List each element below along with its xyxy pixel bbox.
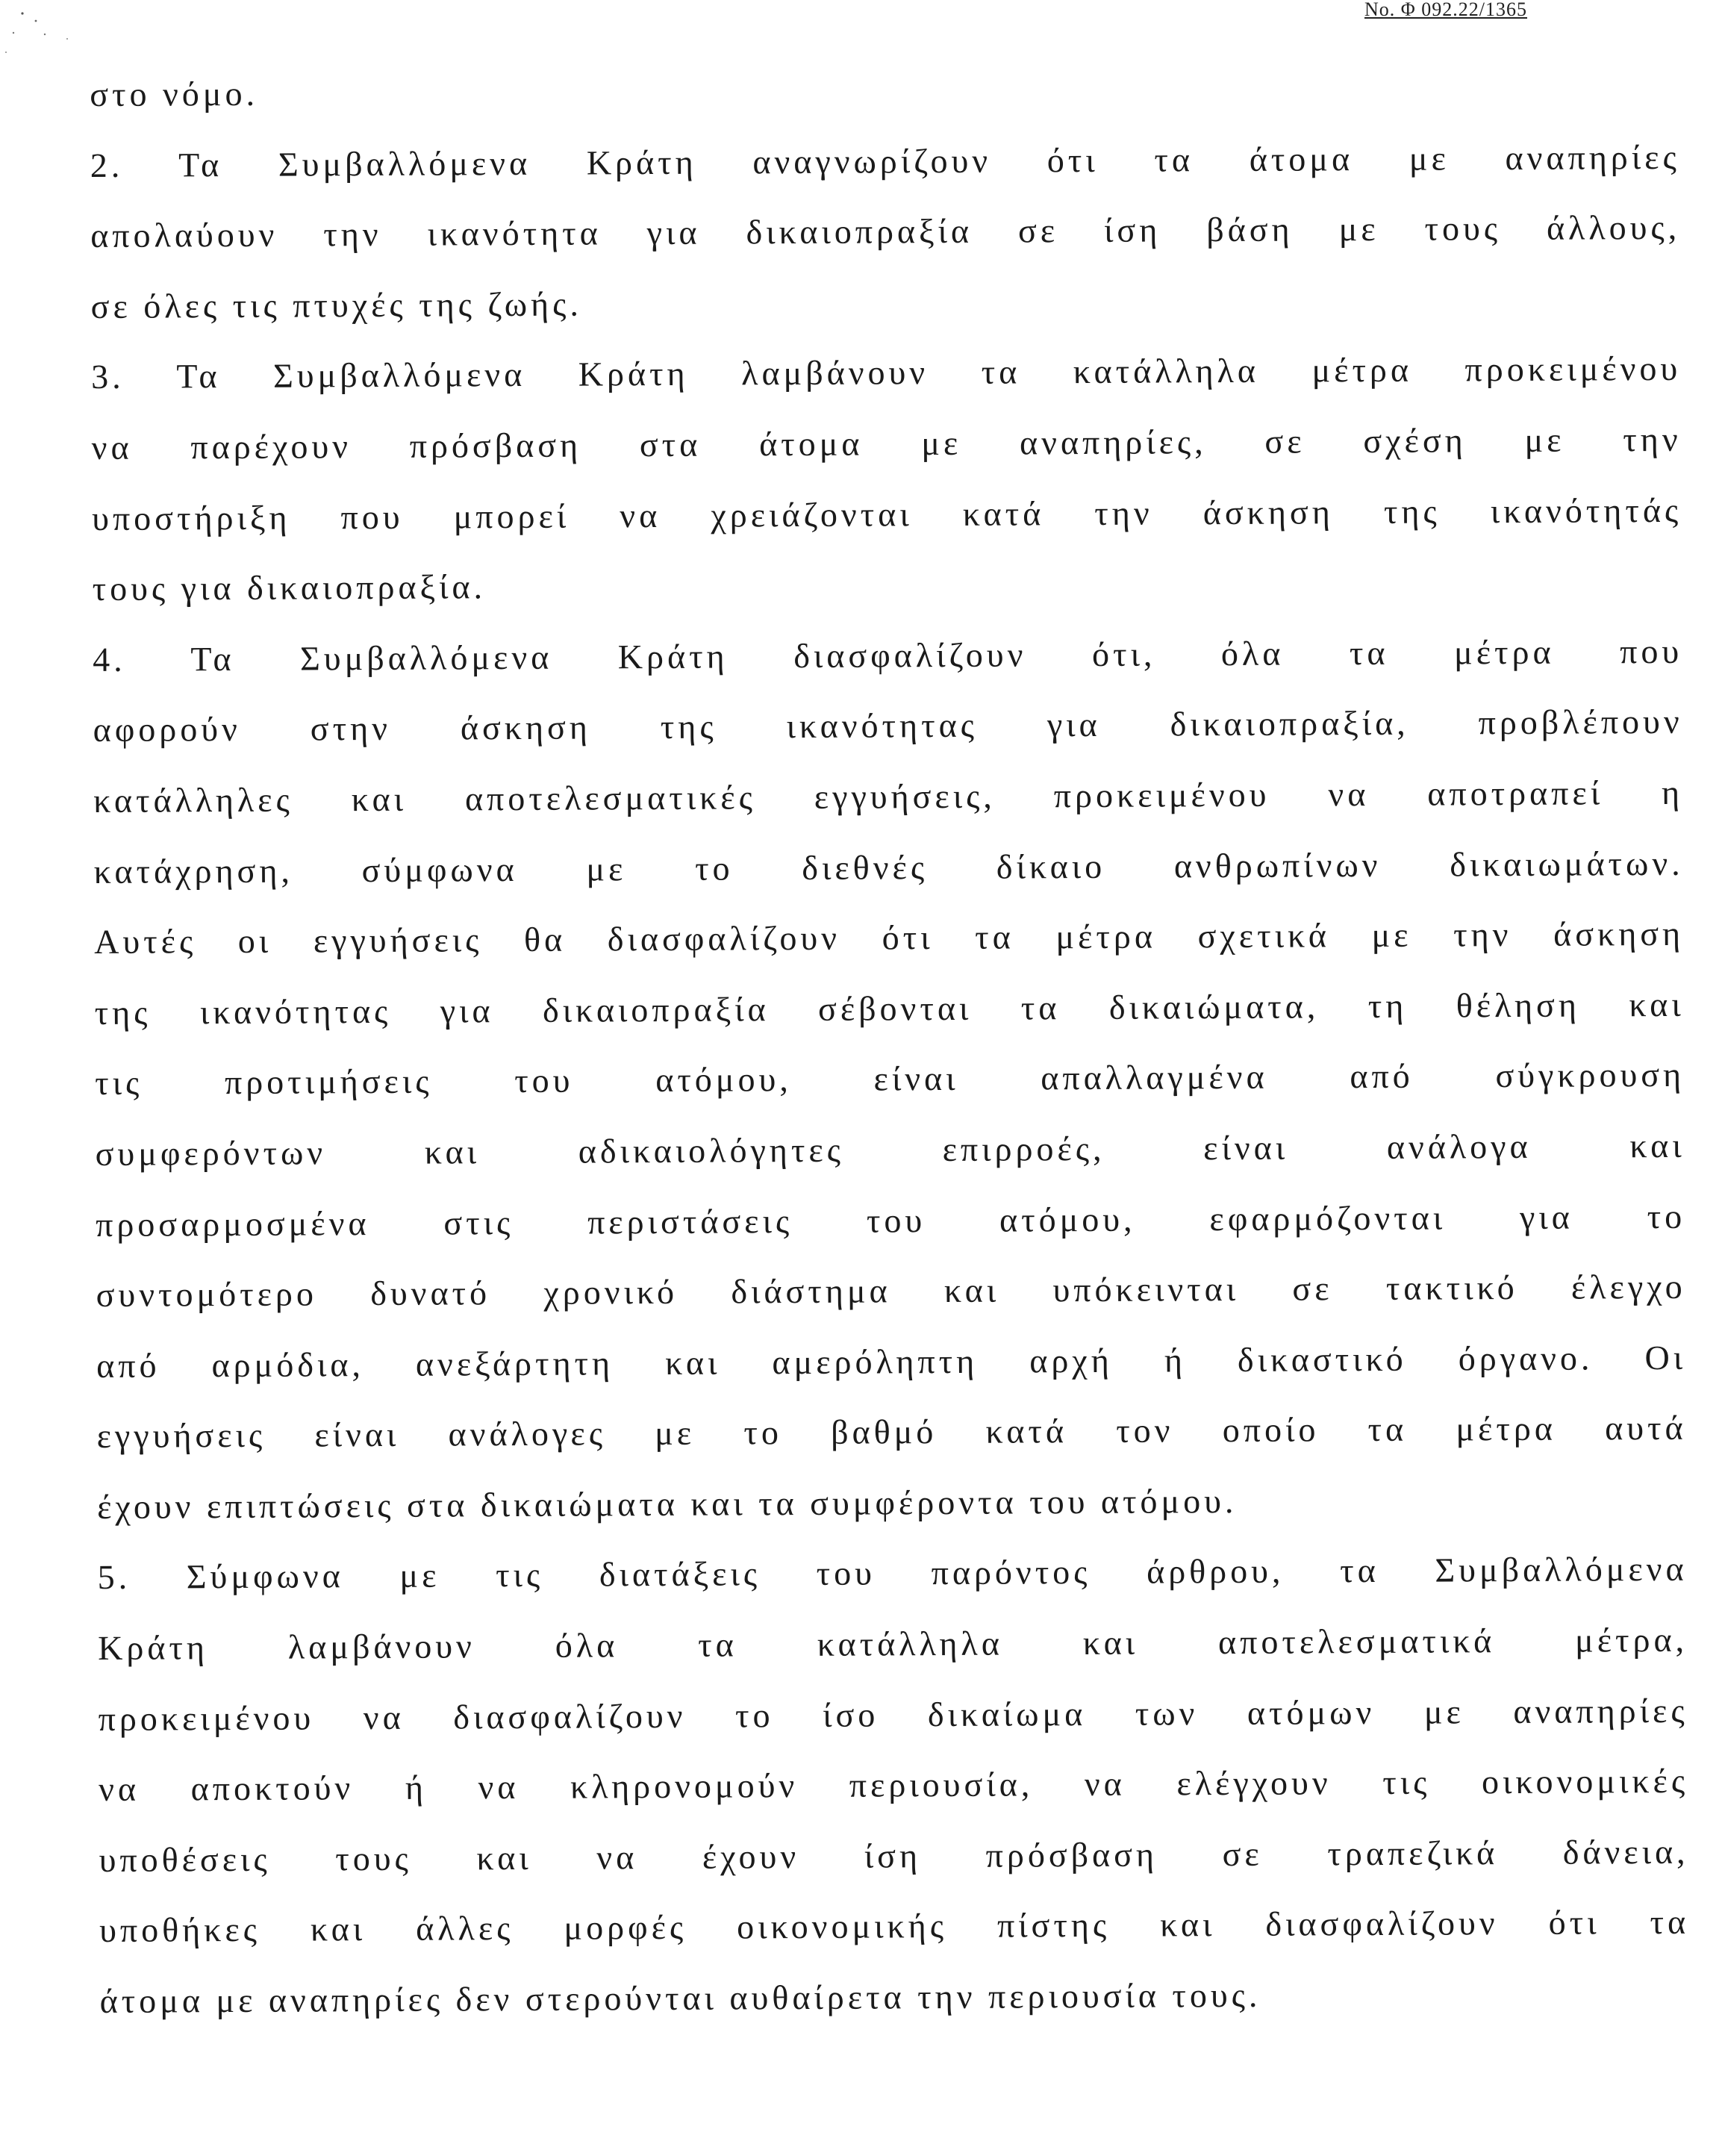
document-body (90, 52, 1690, 2037)
text-line: υποστήριξη που μπορεί να χρειάζονται κατά την άσκηση της ικανότητάς (92, 490, 1682, 538)
text-line: άτομα με αναπηρίες δεν στερούνται αυθαίρετα την περιουσία τους. (99, 1975, 1261, 2020)
text-line: υποθήκες και άλλες μορφές οικονομικής πίστης και διασφαλίζουν ότι τα (99, 1903, 1690, 1950)
text-line: 5. Σύμφωνα με τις διατάξεις του παρόντος άρθρου, τα Συμβαλλόμενα (97, 1550, 1688, 1597)
text-line: κατάλληλες και αποτελεσματικές εγγυήσεις, προκειμένου να αποτραπεί η (93, 773, 1684, 820)
scan-specks (0, 0, 90, 67)
text-line: της ικανότητας για δικαιοπραξία σέβονται τα δικαιώματα, τη θέληση και (94, 985, 1685, 1032)
text-line: στο νόμο. (90, 74, 259, 113)
text-line: Κράτη λαμβάνουν όλα τα κατάλληλα και αποτελεσματικά μέτρα, (98, 1620, 1688, 1668)
text-line: προσαρμοσμένα στις περιστάσεις του ατόμου, εφαρμόζονται για το (96, 1197, 1686, 1244)
text-line: 3. Τα Συμβαλλόμενα Κράτη λαμβάνουν τα κατάλληλα μέτρα προκειμένου (91, 349, 1682, 396)
text-line: αφορούν στην άσκηση της ικανότητας για δικαιοπραξία, προβλέπουν (93, 702, 1683, 750)
text-line: 4. Τα Συμβαλλόμενα Κράτη διασφαλίζουν ότι, όλα τα μέτρα που (93, 632, 1683, 679)
text-line: τις προτιμήσεις του ατόμου, είναι απαλλαγμένα από σύγκρουση (95, 1056, 1685, 1103)
text-line: έχουν επιπτώσεις στα δικαιώματα και τα συμφέροντα του ατόμου. (97, 1481, 1238, 1526)
text-line: υποθέσεις τους και να έχουν ίση πρόσβαση σε τραπεζικά δάνεια, (99, 1832, 1689, 1879)
text-line: να αποκτούν ή να κληρονομούν περιουσία, να ελέγχουν τις οικονομικές (98, 1762, 1689, 1809)
text-line: εγγυήσεις είναι ανάλογες με το βαθμό κατά τον οποίο τα μέτρα αυτά (96, 1409, 1687, 1456)
text-line: κατάχρηση, σύμφωνα με το διεθνές δίκαιο ανθρωπίνων δικαιωμάτων. (93, 844, 1684, 891)
text-line: απολαύουν την ικανότητα για δικαιοπραξία σε ίση βάση με τους άλλους, (90, 208, 1681, 255)
text-line: συντομότερο δυνατό χρονικό διάστημα και υπόκεινται σε τακτικό έλεγχο (96, 1267, 1686, 1315)
text-line: προκειμένου να διασφαλίζουν το ίσο δικαίωμα των ατόμων με αναπηρίες (98, 1691, 1688, 1738)
text-line: από αρμόδια, ανεξάρτητη και αμερόληπτη αρχή ή δικαστικό όργανο. Οι (96, 1338, 1687, 1385)
text-line: σε όλες τις πτυχές της ζωής. (90, 284, 583, 325)
text-line: τους για δικαιοπραξία. (92, 567, 487, 608)
text-line: συμφερόντων και αδικαιολόγητες επιρροές, είναι ανάλογα και (95, 1126, 1685, 1173)
text-line: να παρέχουν πρόσβαση στα άτομα με αναπηρίες, σε σχέση με την (91, 420, 1682, 467)
text-line: 2. Τα Συμβαλλόμενα Κράτη αναγνωρίζουν ότι τα άτομα με αναπηρίες (90, 137, 1680, 184)
text-line: Αυτές οι εγγυήσεις θα διασφαλίζουν ότι τα μέτρα σχετικά με την άσκηση (94, 914, 1685, 962)
document-reference-number: No. Φ 092.22/1365 (1364, 0, 1528, 20)
